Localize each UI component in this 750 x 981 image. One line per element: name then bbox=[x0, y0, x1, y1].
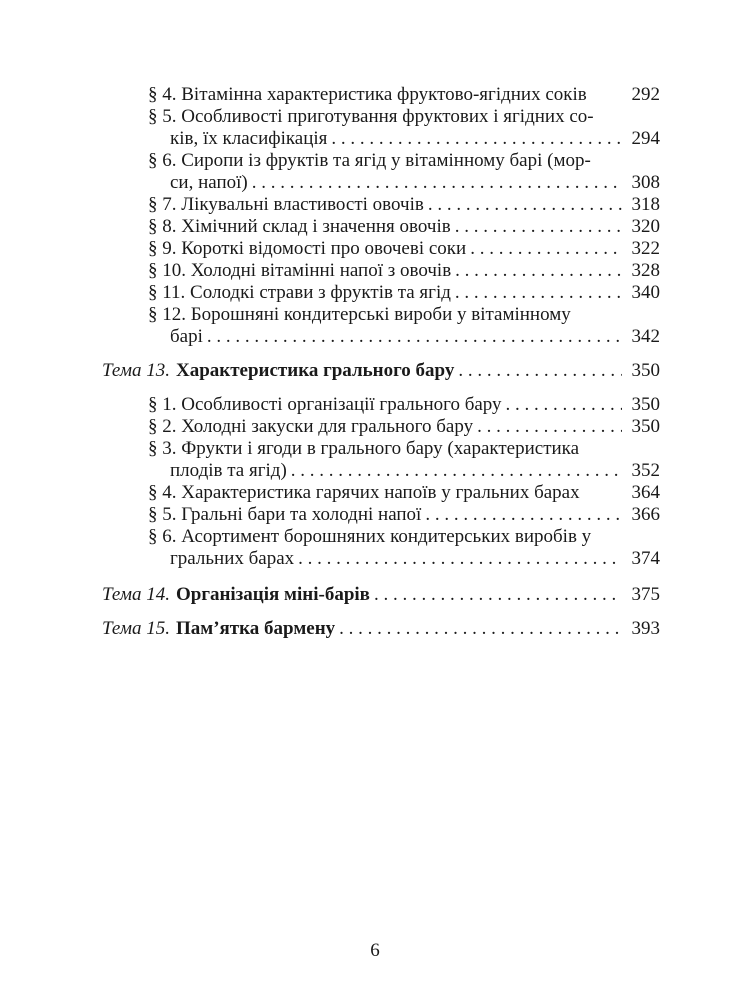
toc-entry bbox=[148, 282, 660, 304]
dot-leader bbox=[339, 618, 622, 640]
toc-entry bbox=[148, 194, 660, 216]
toc-entry-title-continued: барі bbox=[170, 326, 203, 347]
dot-leader bbox=[506, 394, 622, 416]
table-of-contents bbox=[102, 84, 660, 652]
toc-entry-title: § 10. Холодні вітамінні напої з овочів bbox=[148, 260, 452, 281]
toc-entry-page: 364 bbox=[631, 482, 660, 503]
dot-leader bbox=[425, 504, 622, 526]
toc-topic bbox=[102, 360, 660, 382]
dot-leader bbox=[428, 194, 622, 216]
toc-entry bbox=[148, 238, 660, 260]
toc-topic bbox=[102, 584, 660, 606]
topic-label: Тема 13. bbox=[102, 360, 170, 381]
dot-leader bbox=[298, 548, 622, 570]
dot-leader bbox=[455, 216, 622, 238]
toc-entry-page: 374 bbox=[631, 548, 660, 569]
toc-entry bbox=[148, 526, 660, 570]
toc-entry-title: § 5. Особливості приготування фруктових і ягідних со- bbox=[148, 106, 594, 127]
page-number: 6 bbox=[370, 940, 380, 961]
toc-entry bbox=[148, 438, 660, 482]
toc-entry-title: § 6. Асортимент борошняних кондитерських виробів у bbox=[148, 526, 592, 547]
toc-entry-page: 340 bbox=[631, 282, 660, 303]
toc-entry bbox=[148, 84, 660, 106]
toc-entry-page: 294 bbox=[631, 128, 660, 149]
toc-entry-page: 320 bbox=[631, 216, 660, 237]
dot-leader bbox=[207, 326, 622, 348]
toc-entry bbox=[148, 304, 660, 348]
topic-title: Організація міні-барів bbox=[175, 584, 370, 605]
toc-entry-page: 308 bbox=[631, 172, 660, 193]
toc-entry-page: 393 bbox=[631, 618, 660, 639]
toc-entry-title-continued: ків, їх класифікація bbox=[170, 128, 328, 149]
toc-entry bbox=[148, 260, 660, 282]
toc-entry bbox=[148, 416, 660, 438]
toc-entry bbox=[148, 216, 660, 238]
toc-entry-page: 375 bbox=[631, 584, 660, 605]
toc-topic bbox=[102, 618, 660, 640]
toc-entry-title: § 12. Борошняні кондитерські вироби у вітамінному bbox=[148, 304, 571, 325]
topic-label: Тема 14. bbox=[102, 584, 170, 605]
dot-leader bbox=[252, 172, 622, 194]
toc-entry-title: § 4. Характеристика гарячих напоїв у гральних барах bbox=[148, 482, 580, 503]
toc-entry-title: § 1. Особливості організації грального бару bbox=[148, 394, 502, 415]
toc-entry-title-continued: гральних барах bbox=[170, 548, 295, 569]
toc-entry-page: 350 bbox=[631, 416, 660, 437]
dot-leader bbox=[455, 260, 622, 282]
toc-entry-title: § 11. Солодкі страви з фруктів та ягід bbox=[148, 282, 451, 303]
toc-entry-page: 350 bbox=[631, 394, 660, 415]
toc-entry-title: § 2. Холодні закуски для грального бару bbox=[148, 416, 474, 437]
toc-entry-title: § 3. Фрукти і ягоди в грального бару (характеристика bbox=[148, 438, 580, 459]
topic-title: Пам’ятка бармену bbox=[175, 618, 336, 639]
topic-title: Характеристика грального бару bbox=[175, 360, 455, 381]
toc-entry-page: 318 bbox=[631, 194, 660, 215]
toc-entry-page: 292 bbox=[631, 84, 660, 105]
toc-entry-title: § 9. Короткі відомості про овочеві соки bbox=[148, 238, 467, 259]
toc-entry-title: § 7. Лікувальні властивості овочів bbox=[148, 194, 424, 215]
dot-leader bbox=[374, 584, 622, 606]
dot-leader bbox=[477, 416, 622, 438]
toc-entry bbox=[148, 394, 660, 416]
toc-entry-page: 350 bbox=[631, 360, 660, 381]
dot-leader bbox=[470, 238, 622, 260]
toc-entry bbox=[148, 504, 660, 526]
dot-leader bbox=[458, 360, 622, 382]
toc-entry-title-continued: си, напої) bbox=[170, 172, 248, 193]
dot-leader bbox=[291, 460, 622, 482]
toc-entry-page: 328 bbox=[631, 260, 660, 281]
topic-label: Тема 15. bbox=[102, 618, 170, 639]
toc-entry-title: § 5. Гральні бари та холодні напої bbox=[148, 504, 422, 525]
toc-entry-title: § 8. Хімічний склад і значення овочів bbox=[148, 216, 451, 237]
toc-entry bbox=[148, 150, 660, 194]
toc-entry-title: § 4. Вітамінна характеристика фруктово-ягідних соків bbox=[148, 84, 587, 105]
dot-leader bbox=[331, 128, 622, 150]
dot-leader bbox=[455, 282, 622, 304]
toc-entry-page: 366 bbox=[631, 504, 660, 525]
toc-entry bbox=[148, 106, 660, 150]
toc-entry-page: 342 bbox=[631, 326, 660, 347]
toc-entry-page: 322 bbox=[631, 238, 660, 259]
toc-entry-title-continued: плодів та ягід) bbox=[170, 460, 287, 481]
toc-entry-title: § 6. Сиропи із фруктів та ягід у вітамінному барі (мор- bbox=[148, 150, 591, 171]
toc-entry-page: 352 bbox=[631, 460, 660, 481]
toc-entry bbox=[148, 482, 660, 504]
